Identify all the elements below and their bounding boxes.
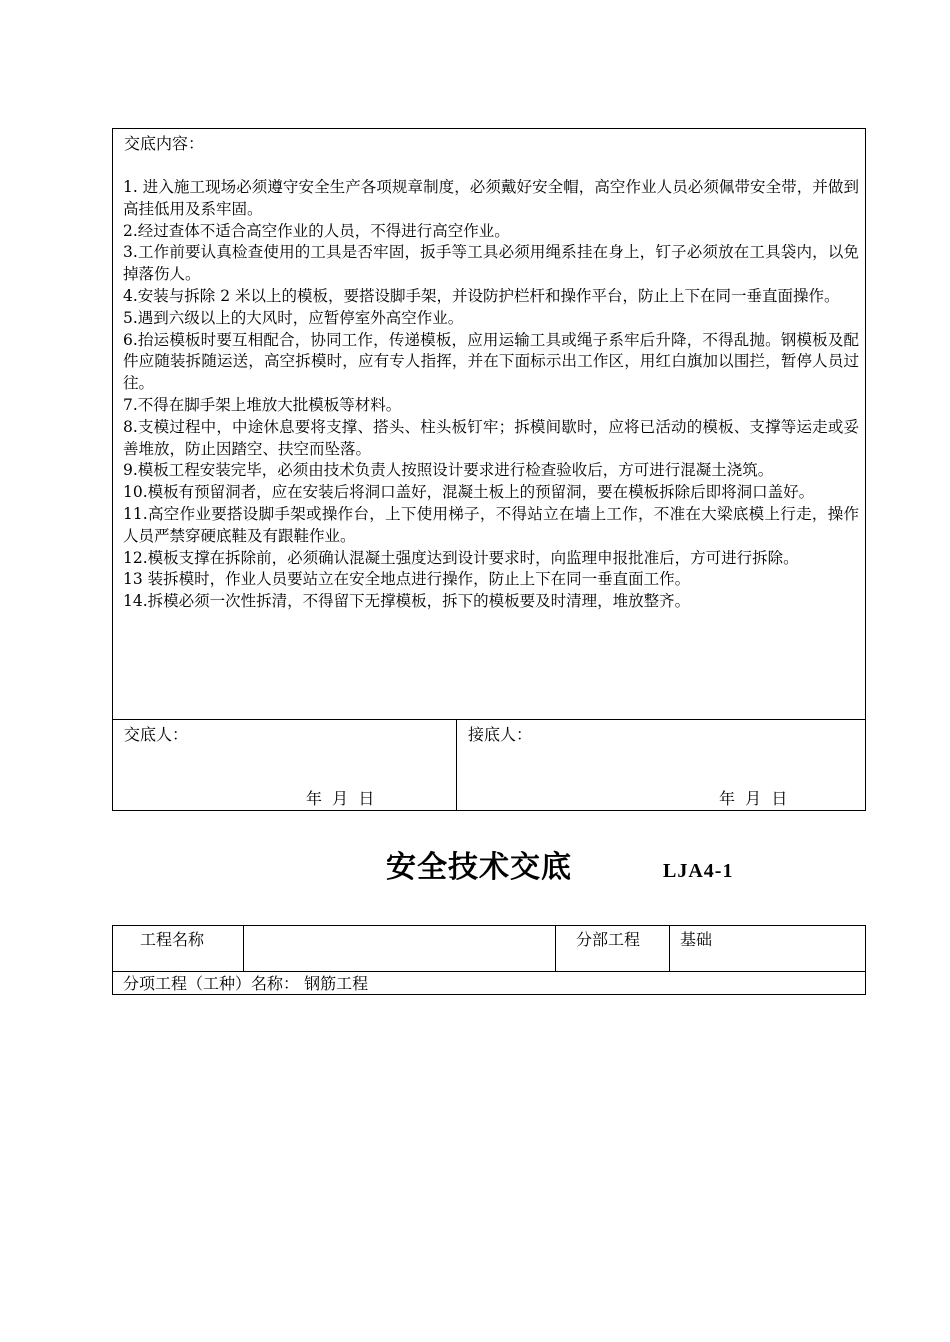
list-item: 5.遇到六级以上的大风时，应暂停室外高空作业。 [123, 308, 464, 327]
page-title: 安全技术交底 [386, 850, 572, 885]
list-item: 11.高空作业要搭设脚手架或操作台，上下使用梯子，不得站立在墙上工作，不准在大梁底模上行走，操作人员严禁穿硬底鞋及有跟鞋作业。 [123, 504, 859, 545]
discloser-label: 交底人： [124, 725, 189, 744]
list-item: 8.支模过程中，中途休息要将支撑、搭头、柱头板钉牢；拆模间歇时，应将已活动的模板、支撑等运走或妥善堆放，防止因踏空、扶空而坠落。 [123, 417, 859, 458]
form-code: LJA4-1 [663, 860, 734, 882]
subitem-line: 分项工程（工种）名称： 钢筋工程 [123, 974, 369, 993]
list-item: 14.拆模必须一次性拆清，不得留下无撑模板，拆下的模板要及时清理，堆放整齐。 [123, 592, 691, 611]
signature-box [112, 719, 866, 811]
receiver-cell [457, 720, 865, 810]
list-item: 4.安装与拆除 2 米以上的模板，要搭设脚手架，并设防护栏杆和操作平台，防止上下在同一垂直面操作。 [123, 286, 840, 305]
list-item: 1. 进入施工现场必须遵守安全生产各项规章制度，必须戴好安全帽，高空作业人员必须佩带安全带，并做到高挂低用及系牢固。 [123, 178, 859, 218]
division-value: 基础 [680, 930, 713, 949]
list-item: 12.模板支撑在拆除前，必须确认混凝土强度达到设计要求时，向监理申报批准后，方可进行拆除。 [123, 548, 799, 567]
discloser-cell [113, 720, 457, 810]
project-name-label: 工程名称 [113, 926, 244, 971]
project-name-value [244, 926, 556, 971]
division-label: 分部工程 [556, 926, 670, 971]
list-item: 13 装拆模时，作业人员要站立在安全地点进行操作，防止上下在同一垂直面工作。 [123, 570, 691, 589]
list-item: 9.模板工程安装完毕，必须由技术负责人按照设计要求进行检查验收后，方可进行混凝土浇筑。 [123, 461, 774, 480]
discloser-date: 年 月 日 [306, 789, 375, 808]
list-item: 10.模板有预留洞者，应在安装后将洞口盖好，混凝土板上的预留洞，要在模板拆除后即将洞口盖好。 [123, 483, 815, 502]
list-item: 2.经过查体不适合高空作业的人员，不得进行高空作业。 [123, 221, 510, 240]
content-label: 交底内容： [124, 134, 205, 153]
list-item: 3.工作前要认真检查使用的工具是否牢固，扳手等工具必须用绳系挂在身上，钉子必须放在工具袋内，以免掉落伤人。 [123, 243, 859, 284]
list-item: 7.不得在脚手架上堆放大批模板等材料。 [123, 395, 402, 414]
receiver-label: 接底人： [468, 725, 533, 744]
receiver-date: 年 月 日 [719, 789, 788, 808]
disclosure-content-box [112, 128, 866, 720]
project-info-row [113, 926, 865, 972]
list-item: 6.抬运模板时要互相配合，协同工作，传递模板，应用运输工具或绳子系牢后升降，不得乱抛。钢模板及配件应随装拆随运送，高空拆模时，应有专人指挥，并在下面标示出工作区，用红白旗加以围拦，暂停人员过往。 [123, 330, 859, 393]
project-info-table [112, 925, 866, 995]
safety-items-list [123, 177, 859, 613]
